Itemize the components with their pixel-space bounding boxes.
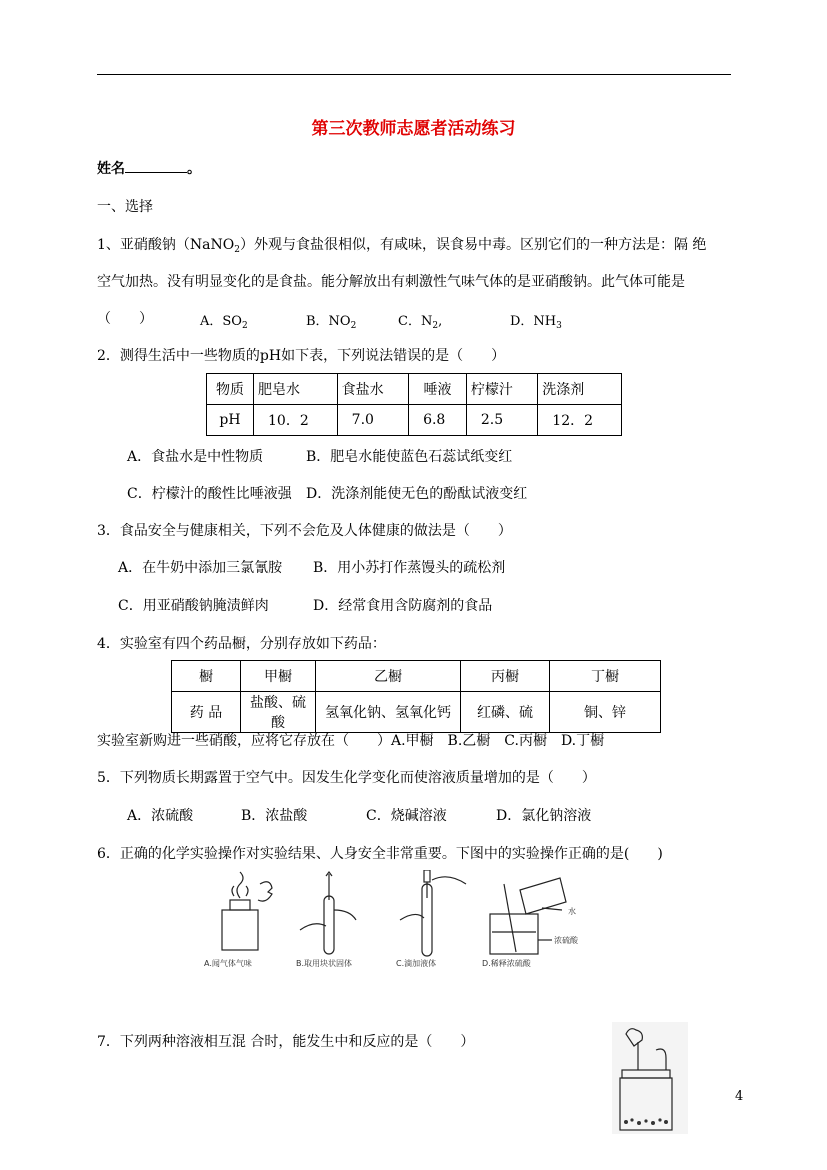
section-heading: 一、选择: [97, 199, 153, 215]
q2-stem: 2．测得生活中一些物质的pH如下表，下列说法错误的是（ ）: [97, 348, 506, 364]
q6-stem: 6．正确的化学实验操作对实验结果、人身安全非常重要。下图中的实验操作正确的是( ): [97, 846, 663, 862]
q2-option-a[interactable]: A．食盐水是中性物质: [127, 449, 264, 465]
q1-line2: 空气加热。没有明显变化的是食盐。能分解放出有刺激性气味气体的是亚硝酸钠。此气体可能是: [97, 274, 685, 290]
q5-option-b[interactable]: B．浓盐酸: [241, 808, 308, 824]
figure-c-dropper: [400, 870, 466, 956]
figure-label-acid: 浓硫酸: [554, 936, 578, 945]
table-cell: 橱: [172, 661, 241, 692]
table-cell: 氢氧化钠、氢氧化钙: [316, 692, 461, 733]
figure-b-solid: [300, 872, 356, 954]
table-row: [207, 405, 622, 436]
q1-option-d[interactable]: D．$NH_3$: [510, 314, 562, 331]
table-cell: 物质: [207, 374, 254, 405]
table-cell: 丁橱: [550, 661, 661, 692]
name-label: 姓名: [97, 161, 125, 177]
q3-option-a[interactable]: A．在牛奶中添加三氯氰胺: [118, 560, 283, 576]
table-cell: 红磷、硫: [461, 692, 550, 733]
q1-option-c[interactable]: C．$N_2$,: [398, 314, 443, 331]
q3-stem: 3．食品安全与健康相关，下列不会危及人体健康的做法是（ ）: [97, 523, 512, 539]
name-field: [97, 158, 201, 178]
q2-option-c[interactable]: C．柠檬汁的酸性比唾液强: [127, 486, 292, 502]
q3-option-d[interactable]: D．经常食用含防腐剂的食品: [313, 598, 493, 614]
table-row: [172, 692, 661, 733]
figure-caption-c: C.滴加液体: [396, 959, 437, 968]
table-cell: 药 品: [172, 692, 241, 733]
q5-option-a[interactable]: A．浓硫酸: [127, 808, 194, 824]
table-cell: 盐酸、硫酸: [241, 692, 316, 733]
q1-sub: 2: [234, 245, 240, 255]
q2-option-b[interactable]: B．肥皂水能使蓝色石蕊试纸变红: [306, 449, 513, 465]
table-row: [207, 374, 622, 405]
name-tail: 。: [187, 161, 201, 177]
ph-table: [206, 373, 622, 436]
q4-stem: 4．实验室有四个药品橱，分别存放如下药品：: [97, 636, 386, 652]
table-cell: 10．2: [254, 405, 338, 436]
q1-text-a: 1、亚硝酸钠（NaNO: [97, 237, 235, 253]
figure-a-smell-gas: [222, 872, 272, 950]
figure-label-water: 水: [568, 907, 576, 916]
figure-caption-d: D.稀释浓硫酸: [482, 959, 531, 968]
table-cell: 6.8: [409, 405, 467, 436]
apparatus-figure: [612, 1022, 688, 1134]
table-cell: 2.5: [466, 405, 537, 436]
table-cell: 丙橱: [461, 661, 550, 692]
q3-option-b[interactable]: B．用小苏打作蒸馒头的疏松剂: [313, 560, 506, 576]
table-cell: 肥皂水: [254, 374, 338, 405]
page-number: 4: [735, 1089, 744, 1104]
figure-caption-b: B.取用块状固体: [296, 959, 353, 968]
table-cell: 7.0: [337, 405, 408, 436]
figure-caption-a: A.闻气体气味: [204, 959, 252, 968]
q1-paren: （ ）: [97, 311, 153, 327]
q1-text-b: ）外观与食盐很相似，有咸味，误食易中毒。区别它们的一种方法是：隔 绝: [239, 237, 707, 253]
q3-option-c[interactable]: C．用亚硝酸钠腌渍鲜肉: [118, 598, 269, 614]
table-cell: 12．2: [538, 405, 622, 436]
table-cell: pH: [207, 405, 254, 436]
table-cell: 甲橱: [241, 661, 316, 692]
header-rule: [97, 74, 731, 75]
q4-tail: 实验室新购进一些硝酸，应将它存放在（ ）A.甲橱 B.乙橱 C.丙橱 D.丁橱: [97, 733, 605, 749]
lab-operations-figure: [200, 870, 610, 970]
q5-option-c[interactable]: C．烧碱溶液: [366, 808, 447, 824]
table-cell: 唾液: [409, 374, 467, 405]
name-blank[interactable]: [125, 158, 187, 173]
table-cell: 食盐水: [337, 374, 408, 405]
q5-stem: 5．下列物质长期露置于空气中。因发生化学变化而使溶液质量增加的是（ ）: [97, 770, 596, 786]
table-cell: 柠檬汁: [466, 374, 537, 405]
table-cell: 乙橱: [316, 661, 461, 692]
q1-option-a[interactable]: A．$SO_2$: [200, 314, 248, 331]
page-title: 第三次教师志愿者活动练习: [311, 119, 516, 139]
q1-option-b[interactable]: B．$NO_2$: [306, 314, 357, 331]
q5-option-d[interactable]: D．氯化钠溶液: [496, 808, 592, 824]
q2-option-d[interactable]: D．洗涤剂能使无色的酚酞试液变红: [306, 486, 528, 502]
q7-stem: 7．下列两种溶液相互混 合时，能发生中和反应的是（ ）: [97, 1034, 475, 1050]
table-row: [172, 661, 661, 692]
table-cell: 铜、锌: [550, 692, 661, 733]
q1-line1: [97, 234, 706, 255]
table-cell: 洗涤剂: [538, 374, 622, 405]
cabinet-table: [171, 660, 661, 733]
